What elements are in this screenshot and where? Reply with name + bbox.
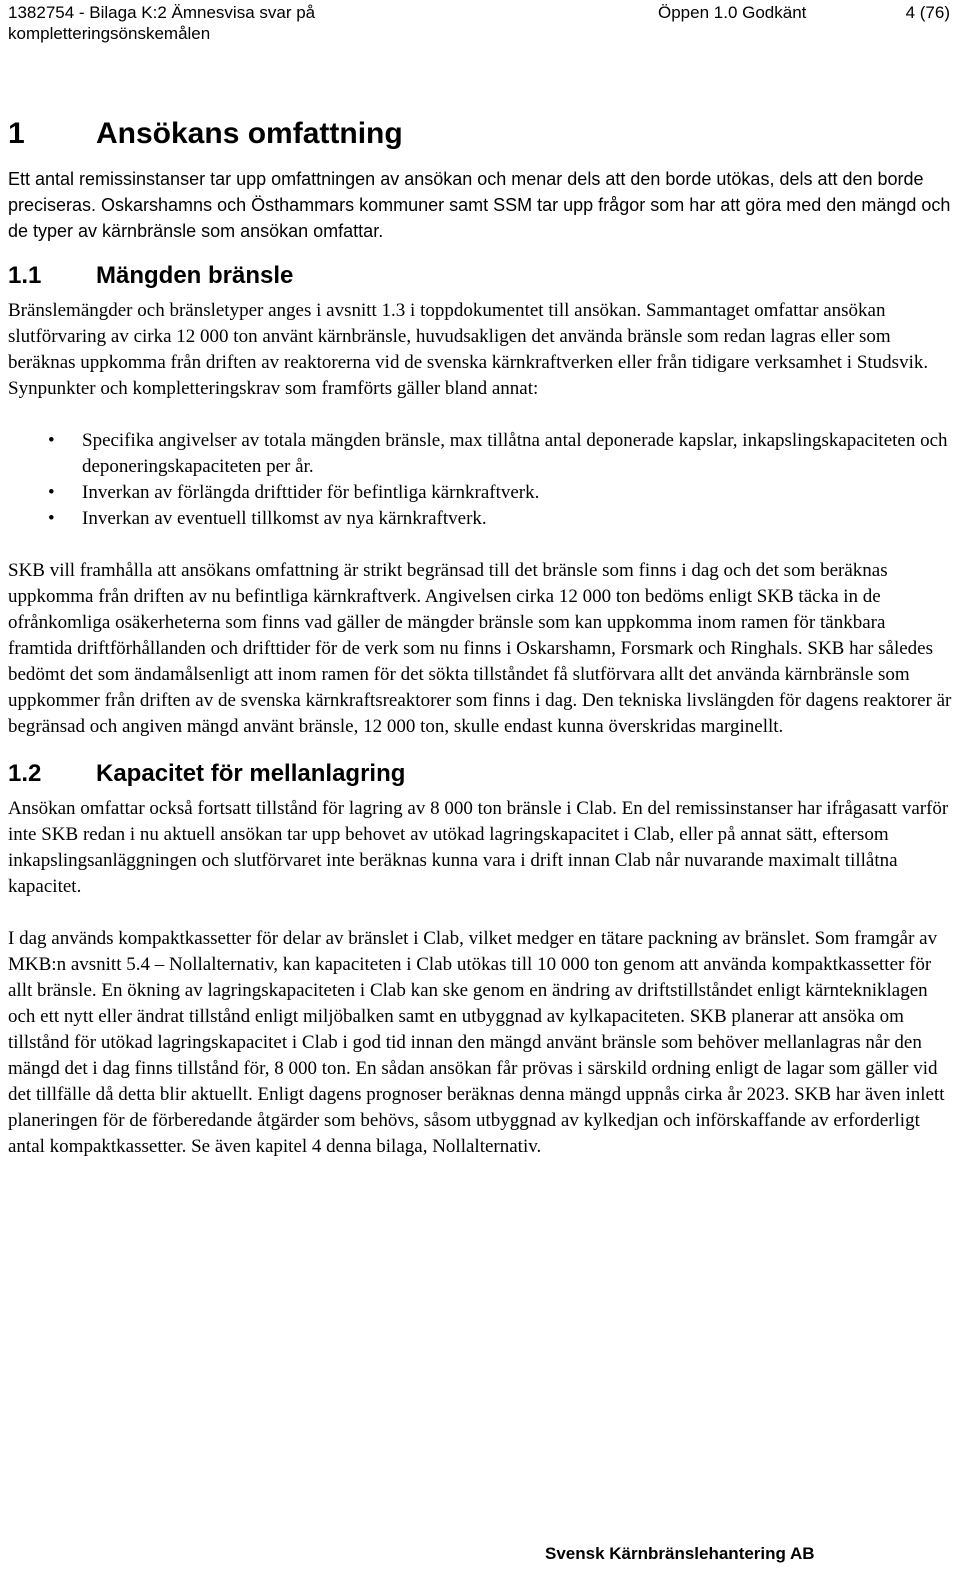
bullet-icon: •	[48, 430, 55, 451]
page-footer: Svensk Kärnbränslehantering AB	[545, 1544, 815, 1563]
section-title: Ansökans omfattning	[96, 117, 403, 150]
bullet-icon: •	[48, 508, 55, 529]
intro-paragraph: Ett antal remissinstanser tar upp omfattningen av ansökan och menar dels att den borde utökas, dels att den borde preciseras. Oskarshamns och Östhammars kommuner samt SSM tar upp frågor som har att göra med den mängd och de typer av kärnbränsle som ansökan omfattar.	[8, 169, 951, 241]
section-heading	[8, 114, 952, 154]
body-paragraph: Ansökan omfattar också fortsatt tillstånd för lagring av 8 000 ton bränsle i Clab. En del remissinstanser har ifrågasatt varför inte SKB redan i nu aktuell ansökan tar upp behovet av utökad lagringskapacitet i Clab, eller på annat sätt, eftersom inkapslingsanläggningen och slutförvaret inte beräknas kunna vara i drift innan Clab når nuvarande maximalt tillåtna kapacitet.	[8, 798, 949, 897]
subsection-heading	[8, 758, 952, 790]
document-status: Öppen 1.0 Godkänt	[658, 3, 807, 22]
subsection-number: 1.1	[8, 262, 42, 289]
bullet-icon: •	[48, 482, 55, 503]
section-number: 1	[8, 117, 25, 150]
list-item	[8, 506, 952, 532]
list-item-text: Inverkan av eventuell tillkomst av nya kärnkraftverk.	[82, 508, 487, 529]
subsection-title: Mängden bränsle	[96, 262, 294, 289]
page-header	[8, 0, 952, 50]
list-item-text: Inverkan av förlängda drifttider för befintliga kärnkraftverk.	[82, 482, 540, 503]
subsection-heading	[8, 260, 952, 292]
list-item	[8, 428, 952, 480]
list-item-text: Specifika angivelser av totala mängden bränsle, max tillåtna antal deponerade kapslar, inkapslingskapaciteten och deponeringskapaciteten per år.	[82, 430, 948, 477]
bullet-list	[8, 428, 952, 532]
body-paragraph: I dag används kompaktkassetter för delar av bränslet i Clab, vilket medger en tätare packning av bränslet. Som framgår av MKB:n avsnitt 5.4 – Nollalternativ, kan kapaciteten i Clab utökas till 10 000 ton genom att använda kompaktkassetter för allt bränsle. En ökning av lagringskapaciteten i Clab kan ske genom en ändring av driftstillståndet enligt kärntekniklagen och ett nytt eller ändrat tillstånd enligt miljöbalken samt en utbyggnad av kylkapaciteten. SKB planerar att ansöka om tillstånd för utökad lagringskapacitet i Clab i god tid innan den mängd använt bränsle som behöver mellanlagras når den mängd det i dag finns tillstånd för, 8 000 ton. En sådan ansökan får prövas i särskild ordning enligt de lagar som gäller vid det tillfälle då detta blir aktuellt. Enligt dagens prognoser beräknas denna mängd uppnås cirka år 2023. SKB har även inlett planeringen för de förberedande åtgärder som behövs, såsom utbyggnad av kylkedjan och införskaffande av erforderligt antal kompaktkassetter. Se även kapitel 4 denna bilaga, Nollalternativ.	[8, 928, 945, 1157]
body-paragraph: Bränslemängder och bränsletyper anges i avsnitt 1.3 i toppdokumentet till ansökan. Sammantaget omfattar ansökan slutförvaring av cirka 12 000 ton använt kärnbränsle, huvudsakligen det använda bränsle som redan lagras eller som beräknas uppkomma från driften av reaktorerna vid de svenska kärnkraftverken eller från tidigare verksamhet i Studsvik. Synpunkter och kompletteringskrav som framförts gäller bland annat:	[8, 300, 929, 399]
body-paragraph: SKB vill framhålla att ansökans omfattning är strikt begränsad till det bränsle som finns i dag och det som beräknas uppkomma från driften av nu befintliga kärnkraftverk. Angivelsen cirka 12 000 ton bedöms enligt SKB täcka in de ofrånkomliga osäkerheterna som finns vad gäller de mängder bränsle som kan uppkomma inom ramen för tänkbara framtida driftförhållanden och drifttider för de verk som nu finns i Oskarshamn, Forsmark och Ringhals. SKB har således bedömt det som ändamålsenligt att inom ramen för det sökta tillståndet få slutförvara allt det använda kärnbränsle som uppkommer från driften av de svenska kärnkraftsreaktorer som finns i dag. Den tekniska livslängden för dagens reaktorer är begränsad och angiven mängd använt bränsle, 12 000 ton, skulle endast kunna överskridas marginellt.	[8, 560, 952, 737]
page-number: 4 (76)	[905, 3, 950, 22]
subsection-title: Kapacitet för mellanlagring	[96, 760, 406, 787]
subsection-number: 1.2	[8, 760, 42, 787]
list-item	[8, 480, 952, 506]
document-body	[8, 114, 952, 1160]
document-reference: 1382754 - Bilaga K:2 Ämnesvisa svar på kompletteringsönskemålen	[8, 3, 316, 43]
